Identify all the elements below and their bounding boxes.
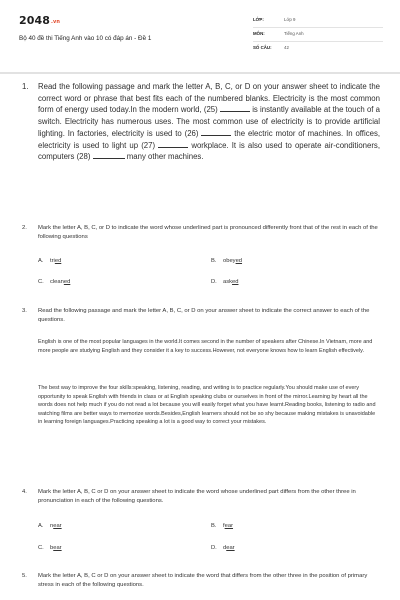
blank-28 xyxy=(93,152,125,159)
passage-part-d: workplace. It is also used to operate air-conditioners, computers (28) xyxy=(38,140,380,162)
meta-class-key: LỚP: xyxy=(253,17,264,22)
meta-subject-key: MÔN: xyxy=(253,31,265,36)
q4-option-c[interactable]: C. bear xyxy=(38,545,62,551)
q2-option-c[interactable]: C. cleaned xyxy=(38,279,71,285)
blank-27 xyxy=(158,141,188,148)
question-1-text xyxy=(38,81,380,163)
question-3-text: Read the following passage and mark the letter A, B, C, or D on your answer sheet to indicate the correct answer to each of the questions. xyxy=(38,308,370,324)
question-4 xyxy=(22,488,380,507)
question-2-text: Mark the letter A, B, C, or D to indicate the word whose underlined part is pronounced differently front that of the rest in each of the following questions xyxy=(38,225,378,241)
question-1 xyxy=(22,81,380,163)
logo-text: 2048 xyxy=(19,14,51,27)
question-4-text: Mark the letter A, B, C or D on your answer sheet to indicate the word whose underlined part differs from the other three in pronunciation in each of the following questions. xyxy=(38,489,356,505)
meta-count-value: 42 xyxy=(284,45,289,50)
meta-count-row xyxy=(253,43,383,55)
meta-subject-value: Tiếng Anh xyxy=(284,31,304,36)
question-3 xyxy=(22,307,380,326)
passage-part-a: Electricity is the most common form of energy used today.In the modern world, (25) xyxy=(38,93,380,115)
reading-paragraph-2: The best way to improve the four skills:speaking, listening, reading, and writing is to practice regularly.You should make use of every opportunity to speak English with friends in class or at English speaking clubs or ourselves in front of the mirror.Learning by heart all the words does not help much if you do not read a lot because you will easily forget what you have learnt.Reading books, listening to radio and watching films are better ways to memorize words.Besides,English learners should not be so shy because making mistakes is unavoidable in learning foreign languages.Practicing speaking a lot is a good way to correct your mistakes. xyxy=(38,385,376,426)
logo-domain: .vn xyxy=(51,19,61,25)
question-1-intro: Read the following passage and mark the letter A, B, C, or D on your answer sheet to indicate the correct word or phrase that best fits each of the numbered blanks. xyxy=(38,82,380,103)
q4-option-b[interactable]: B. fear xyxy=(211,523,234,529)
question-2 xyxy=(22,224,380,243)
question-5-text: Mark the letter A, B, C or D on your answer sheet to indicate the word that differs from the other three in the position of primary stress in each of the following questions. xyxy=(38,573,368,589)
site-logo[interactable] xyxy=(19,14,60,27)
question-number: 2. xyxy=(22,225,27,231)
question-number: 3. xyxy=(22,308,27,314)
passage-part-b: is instantly available at the touch of a switch. Electricity has numerous uses. The most common use of electricity is to provide artificial lighting. In factories, electricity is used to (26) xyxy=(38,105,381,138)
header-divider xyxy=(0,72,400,74)
blank-25 xyxy=(220,105,250,112)
q2-option-d[interactable]: D. asked xyxy=(211,279,239,285)
meta-count-key: SỐ CÂU: xyxy=(253,45,272,50)
question-number: 5. xyxy=(22,573,27,579)
reading-paragraph-1: English is one of the most popular languages in the world.It comes second in the number of speakers after Chinese.In Vietnam, more and more people are studying English and they consider it a key to success.However, not everyone knows how to learn English effectively. xyxy=(38,339,373,354)
meta-subject-row xyxy=(253,29,383,42)
q4-option-a[interactable]: A. near xyxy=(38,523,62,529)
document-title: Bộ 40 đề thi Tiếng Anh vào 10 có đáp án - Đề 1 xyxy=(19,35,152,42)
document-header xyxy=(0,0,400,66)
q2-option-b[interactable]: B. obeyed xyxy=(211,258,243,264)
q2-option-a[interactable]: A. tried xyxy=(38,258,62,264)
meta-class-row xyxy=(253,15,383,28)
meta-class-value: Lớp 9 xyxy=(284,17,296,22)
q4-option-d[interactable]: D. dear xyxy=(211,545,235,551)
question-number: 4. xyxy=(22,489,27,495)
question-number: 1. xyxy=(22,82,29,91)
passage-part-e: many other machines. xyxy=(126,152,204,162)
blank-26 xyxy=(201,129,231,136)
question-5 xyxy=(22,572,380,591)
passage-part-c: the electric motor of machines. In offices, electricity is used to light up (27) xyxy=(38,128,381,150)
